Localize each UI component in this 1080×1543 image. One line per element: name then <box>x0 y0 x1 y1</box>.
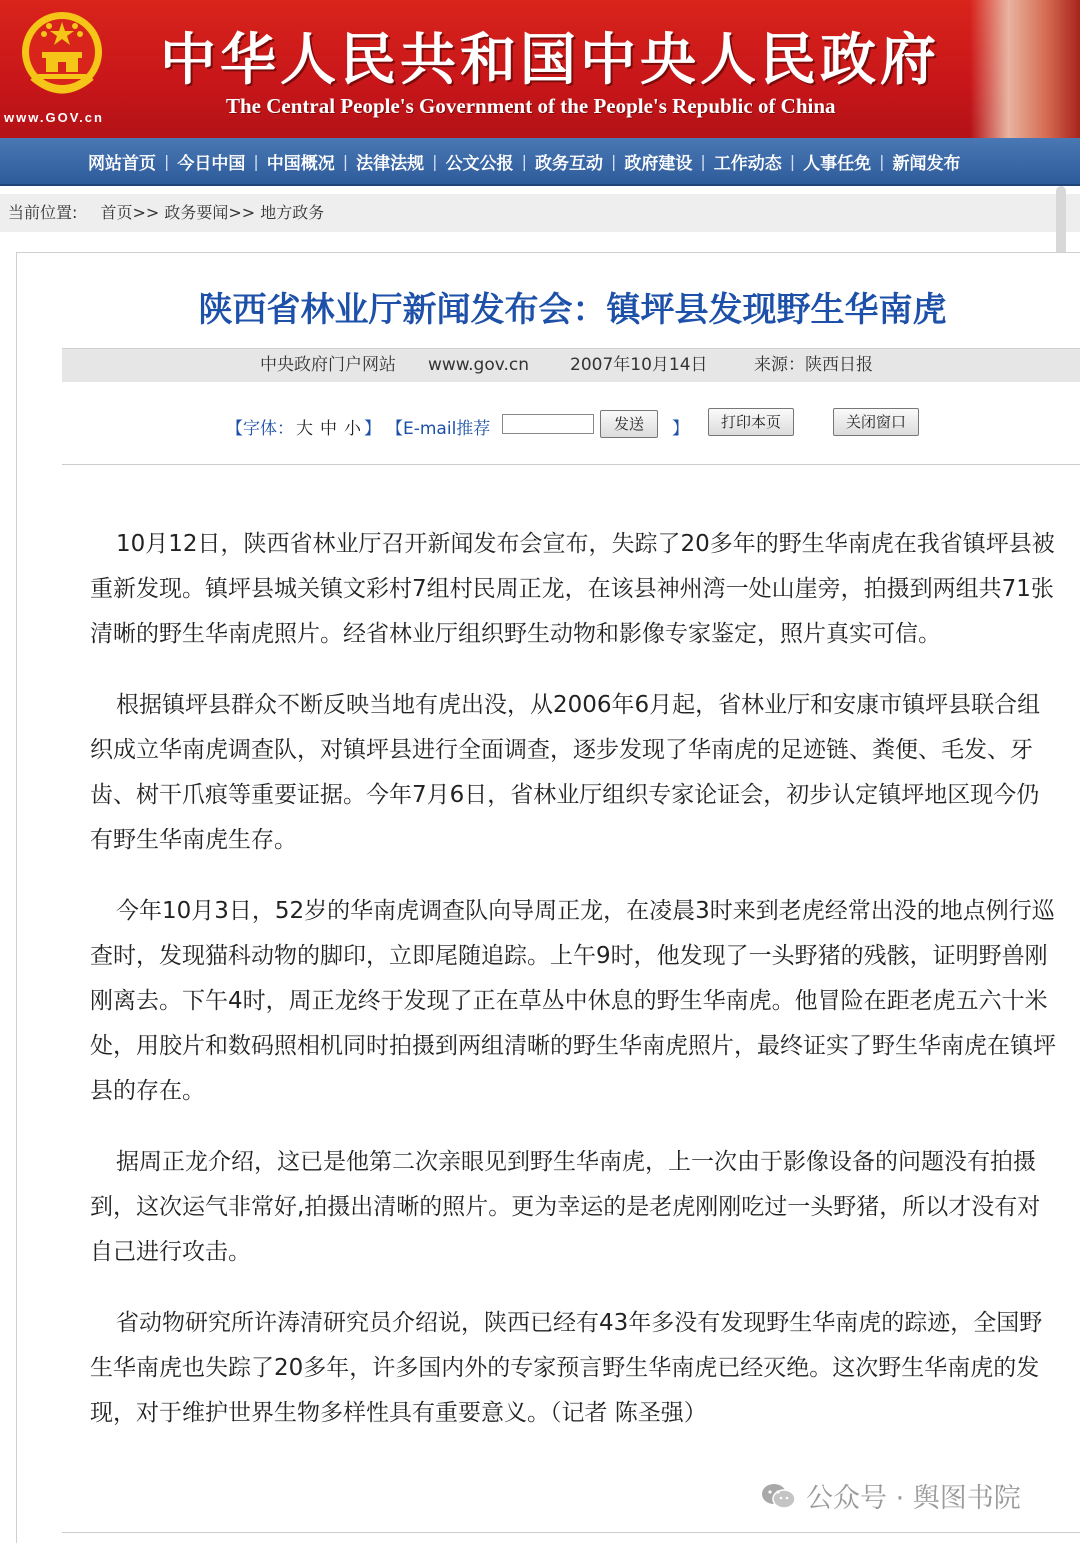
nav-separator: | <box>164 151 170 171</box>
article-paragraph: 据周正龙介绍，这已是他第二次亲眼见到野生华南虎，上一次由于影像设备的问题没有拍摄到，这次运气非常好,拍摄出清晰的照片。更为幸运的是老虎刚刚吃过一头野猪，所以才没有对自己进行攻击。 <box>90 1149 1041 1265</box>
article-origin: 来源：陕西日报 <box>754 355 873 375</box>
nav-item-gov-building[interactable]: 政府建设 <box>624 153 693 174</box>
nav-separator: | <box>253 151 259 171</box>
nav-item-china-today[interactable]: 今日中国 <box>177 153 246 174</box>
site-url: www.GOV.cn <box>4 110 104 125</box>
close-window-button[interactable]: 关闭窗口 <box>833 408 919 436</box>
toolbar-divider <box>62 464 1080 465</box>
email-input[interactable] <box>502 414 594 434</box>
nav-separator: | <box>610 151 617 171</box>
article-paragraph: 根据镇坪县群众不断反映当地有虎出没，从2006年6月起，省林业厅和安康市镇坪县联合组织成立华南虎调查队，对镇坪县进行全面调查，逐步发现了华南虎的足迹链、粪便、毛发、牙齿、树干爪痕等重要证据。今年7月6日，省林业厅组织专家论证会，初步认定镇坪地区现今仍有野生华南虎生存。 <box>90 692 1041 853</box>
email-recommend-label: 【E-mail推荐 <box>386 419 491 439</box>
breadcrumb <box>0 194 1080 232</box>
article-paragraph: 10月12日，陕西省林业厅召开新闻发布会宣布，失踪了20多年的野生华南虎在我省镇坪县被重新发现。镇坪县城关镇文彩村7组村民周正龙，在该县神州湾一处山崖旁，拍摄到两组共71张清晰的野生华南虎照片。经省林业厅组织野生动物和影像专家鉴定，照片真实可信。 <box>90 531 1055 647</box>
nav-item-press[interactable]: 新闻发布 <box>892 153 961 174</box>
email-close: 】 <box>672 419 689 439</box>
article-paragraph: 省动物研究所许涛清研究员介绍说，陕西已经有43年多没有发现野生华南虎的踪迹，全国野生华南虎也失踪了20多年，许多国内外的专家预言野生华南虎已经灭绝。这次野生华南虎的发现，对于维护世界生物多样性具有重要意义。（记者 陈圣强） <box>90 1310 1043 1426</box>
wechat-icon <box>760 1482 796 1510</box>
watermark-text: 公众号 · 舆图书院 <box>806 1483 1021 1514</box>
nav-item-interaction[interactable]: 政务互动 <box>534 153 603 174</box>
breadcrumb-label: 当前位置: <box>8 203 78 222</box>
watermark <box>760 1476 1021 1515</box>
source-site: 中央政府门户网站 <box>260 355 396 375</box>
nav-item-documents[interactable]: 公文公报 <box>445 153 514 174</box>
nav-separator: | <box>342 151 349 171</box>
font-size-small[interactable]: 小 <box>344 419 361 439</box>
site-banner <box>0 0 1080 138</box>
article-meta-bar <box>62 348 1080 382</box>
site-title: 中华人民共和国中央人民政府 <box>160 27 940 93</box>
article-toolbar <box>0 404 1080 444</box>
send-button[interactable]: 发送 <box>600 410 658 438</box>
nav-item-work-news[interactable]: 工作动态 <box>713 153 782 174</box>
national-emblem-icon <box>18 8 106 104</box>
nav-item-appointments[interactable]: 人事任免 <box>803 153 872 174</box>
footer-divider <box>62 1532 1080 1533</box>
nav-separator: | <box>789 151 796 171</box>
nav-separator: | <box>432 151 438 171</box>
breadcrumb-path[interactable]: 首页>> 政务要闻>> 地方政务 <box>100 203 325 222</box>
nav-separator: | <box>700 151 706 171</box>
nav-item-home[interactable]: 网站首页 <box>88 153 156 174</box>
nav-separator: | <box>879 151 885 171</box>
font-size-close: 】 <box>364 419 381 439</box>
tiananmen-gate-image <box>970 0 1080 138</box>
article-title: 陕西省林业厅新闻发布会：镇坪县发现野生华南虎 <box>198 290 947 330</box>
article-paragraph: 今年10月3日，52岁的华南虎调查队向导周正龙，在凌晨3时来到老虎经常出没的地点例行巡查时，发现猫科动物的脚印，立即尾随追踪。上午9时，他发现了一头野猪的残骸，证明野兽刚刚离去。下午4时，周正龙终于发现了正在草丛中休息的野生华南虎。他冒险在距老虎五六十米处，用胶片和数码照相机同时拍摄到两组清晰的野生华南虎照片，最终证实了野生华南虎在镇坪县的存在。 <box>90 898 1056 1104</box>
article-body <box>90 522 1056 1462</box>
print-button[interactable]: 打印本页 <box>708 408 794 436</box>
font-size-medium[interactable]: 中 <box>320 419 337 439</box>
site-subtitle: The Central People's Government of the People's Republic of China <box>226 94 836 118</box>
source-url: www.gov.cn <box>428 355 530 375</box>
nav-item-china-overview[interactable]: 中国概况 <box>266 153 335 174</box>
nav-separator: | <box>521 151 527 171</box>
main-nav <box>0 138 1080 186</box>
font-size-large[interactable]: 大 <box>296 419 313 439</box>
font-size-open: 【字体： <box>226 419 294 439</box>
nav-item-laws[interactable]: 法律法规 <box>356 153 425 174</box>
publish-date: 2007年10月14日 <box>570 355 708 375</box>
